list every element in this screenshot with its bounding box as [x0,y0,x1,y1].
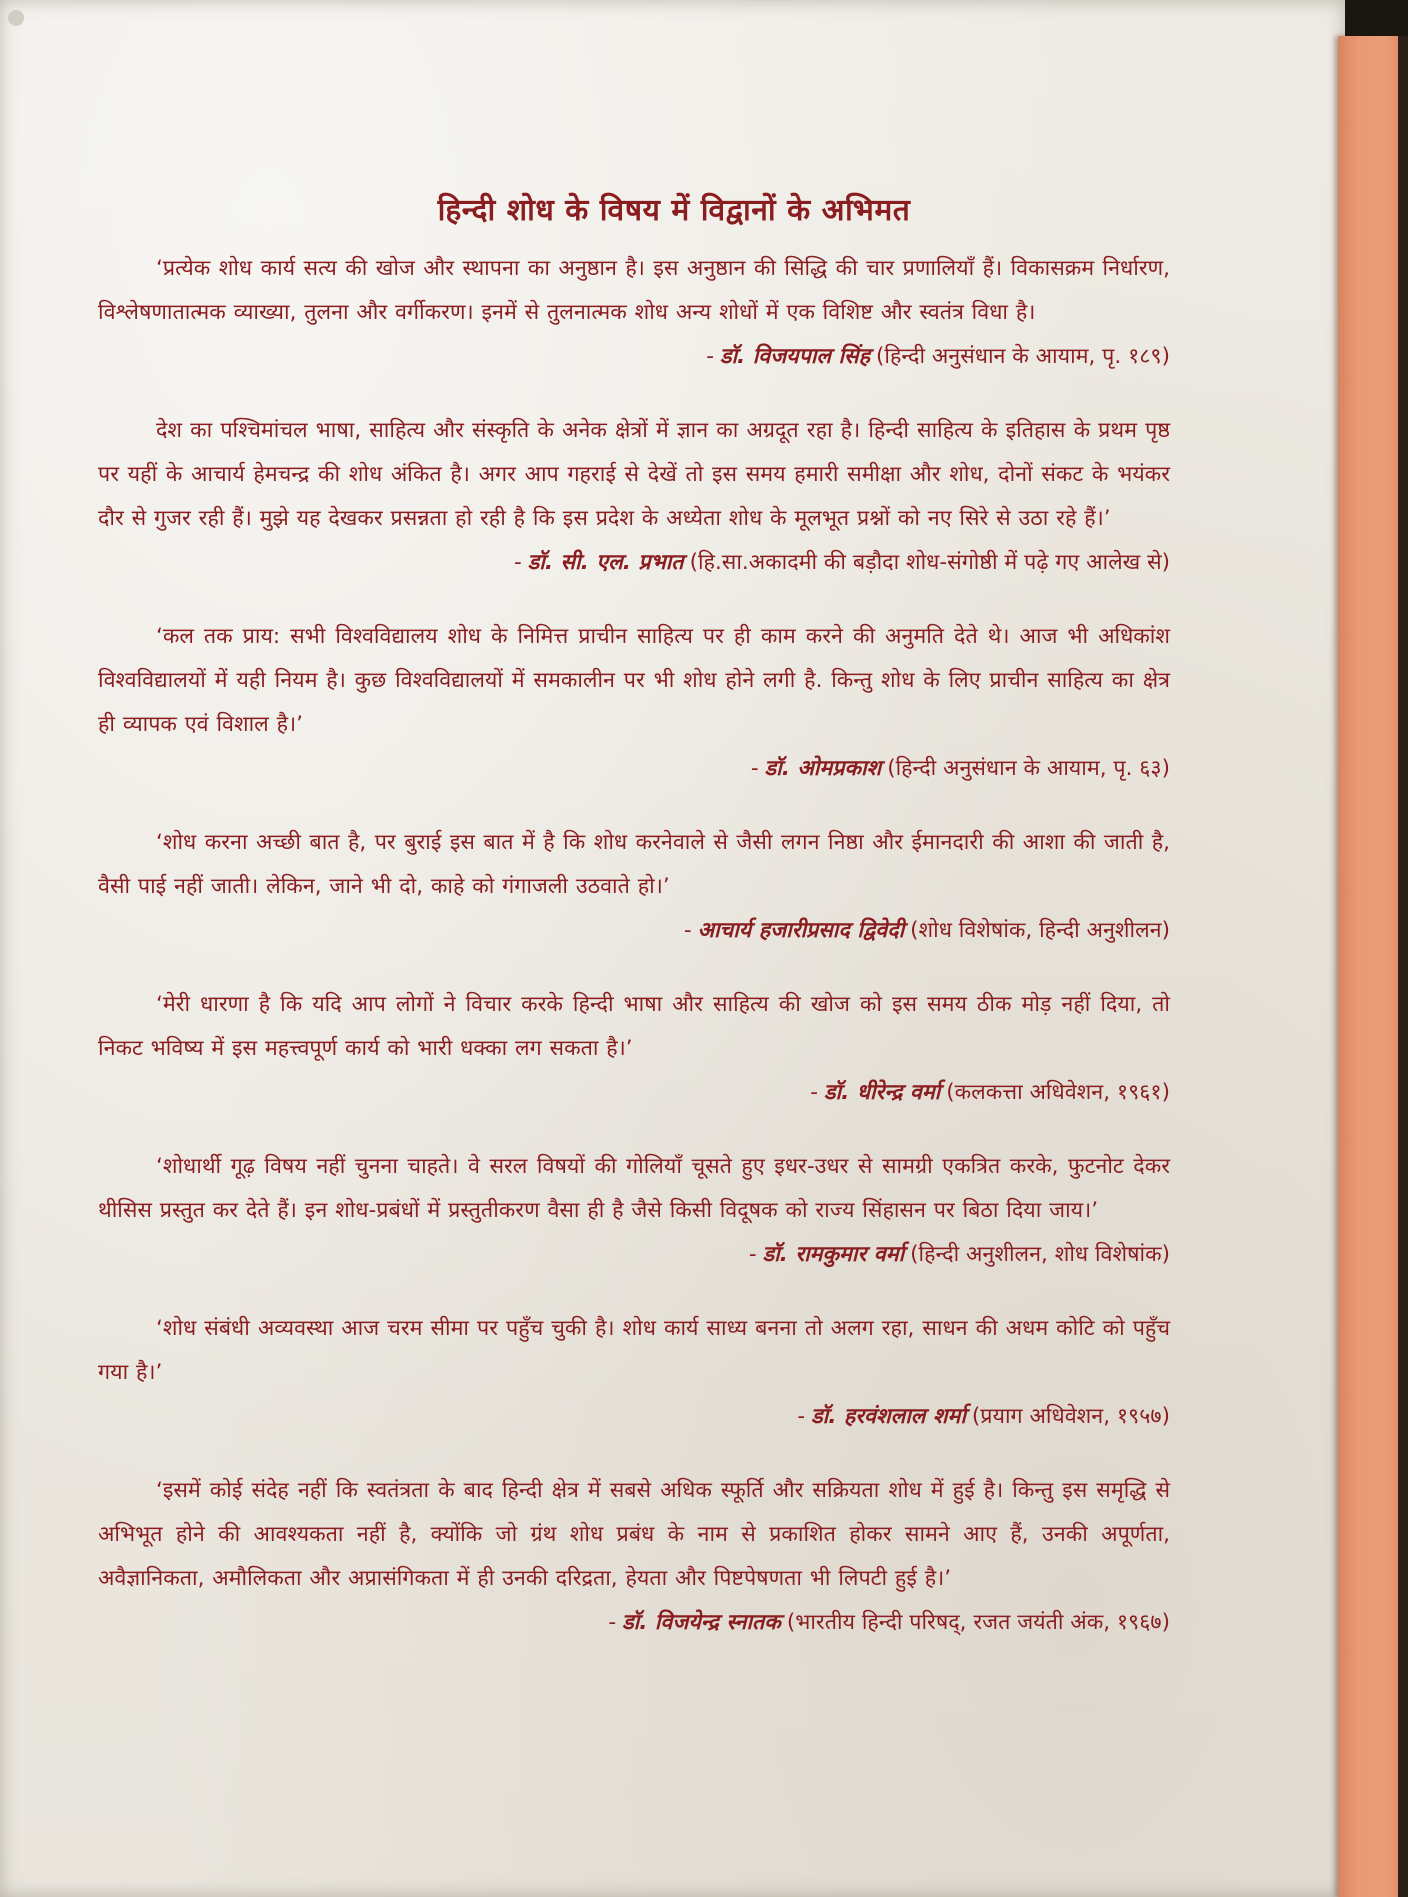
citation-source: (हिन्दी अनुसंधान के आयाम, पृ. ६३) [887,756,1170,781]
opinion-attribution [98,335,1170,379]
opinion-block [98,821,1170,953]
opinion-block [98,409,1170,585]
opinion-block [98,983,1170,1115]
citation-source: (हि.सा.अकादमी की बड़ौदा शोध-संगोष्ठी में पढ़े गए आलेख से) [689,550,1170,575]
opinion-block [98,1469,1170,1645]
citation-source: (प्रयाग अधिवेशन, १९५७) [971,1404,1170,1429]
opinion-attribution [98,747,1170,791]
citation-source: (हिन्दी अनुशीलन, शोध विशेषांक) [910,1242,1170,1267]
attribution-dash: - [810,1080,819,1105]
attribution-dash: - [608,1610,617,1635]
author-name: डॉ. हरवंशलाल शर्मा [811,1404,966,1429]
citation-source: (कलकत्ता अधिवेशन, १९६१) [946,1080,1170,1105]
opinions-section [98,188,1170,1675]
opinion-block [98,615,1170,791]
author-name: आचार्य हजारीप्रसाद द्विवेदी [697,918,905,943]
citation-source: (हिन्दी अनुसंधान के आयाम, पृ. १८९) [876,344,1170,369]
citation-source: (भारतीय हिन्दी परिषद्, रजत जयंती अंक, १९६७) [786,1610,1170,1635]
opinion-quote: ‘शोध संबंधी अव्यवस्था आज चरम सीमा पर पहुँच चुकी है। शोध कार्य साध्य बनना तो अलग रहा, साधन की अधम कोटि को पहुँच गया है।’ [98,1316,1170,1385]
attribution-dash: - [797,1404,806,1429]
author-name: डॉ. धीरेन्द्र वर्मा [824,1080,941,1105]
author-name: डॉ. रामकुमार वर्मा [762,1242,905,1267]
opinion-quote: ‘शोध करना अच्छी बात है, पर बुराई इस बात में है कि शोध करनेवाले से जैसी लगन निष्ठा और ईमानदारी की आशा की जाती है, वैसी पाई नहीं जाती। लेकिन, जाने भी दो, काहे को गंगाजली उठवाते हो।’ [98,830,1170,899]
opinion-block [98,1307,1170,1439]
opinion-attribution [98,1071,1170,1115]
opinion-quote: ‘शोधार्थी गूढ़ विषय नहीं चुनना चाहते। वे सरल विषयों की गोलियाँ चूसते हुए इधर-उधर से सामग्री एकत्रित करके, फुटनोट देकर थीसिस प्रस्तुत कर देते हैं। इन शोध-प्रबंधों में प्रस्तुतीकरण वैसा ही है जैसे किसी विदूषक को राज्य सिंहासन पर बिठा दिया जाय।’ [98,1154,1170,1223]
opinion-attribution [98,909,1170,953]
author-name: डॉ. ओमप्रकाश [764,756,882,781]
author-name: डॉ. सी. एल. प्रभात [527,550,684,575]
opinion-list [98,247,1170,1645]
attribution-dash: - [683,918,692,943]
paper-blemish [8,10,24,26]
author-name: डॉ. विजयपाल सिंह [719,344,871,369]
opinion-attribution [98,1233,1170,1277]
page-heading: हिन्दी शोध के विषय में विद्वानों के अभिमत [437,193,911,228]
opinion-quote: ‘इसमें कोई संदेह नहीं कि स्वतंत्रता के बाद हिन्दी क्षेत्र में सबसे अधिक स्फूर्ति और सक्रियता शोध में हुई है। किन्तु इस समृद्धि से अभिभूत होने की आवश्यकता नहीं है, क्योंकि जो ग्रंथ शोध प्रबंध के नाम से प्रकाशित होकर सामने आए हैं, उनकी अपूर्णता, अवैज्ञानिकता, अमौलिकता और अप्रासंगिकता में ही उनकी दरिद्रता, हेयता और पिष्टपेषणता भी लिपटी हुई है।’ [98,1478,1170,1591]
opinion-attribution [98,1395,1170,1439]
author-name: डॉ. विजयेन्द्र स्नातक [622,1610,781,1635]
opinion-quote: ‘कल तक प्राय: सभी विश्वविद्यालय शोध के निमित्त प्राचीन साहित्य पर ही काम करने की अनुमति देते थे। आज भी अधिकांश विश्वविद्यालयों में यही नियम है। कुछ विश्वविद्यालयों में समकालीन पर भी शोध होने लगी है. किन्तु शोध के लिए प्राचीन साहित्य का क्षेत्र ही व्यापक एवं विशाल है।’ [98,624,1170,737]
opinion-block [98,1145,1170,1277]
citation-source: (शोध विशेषांक, हिन्दी अनुशीलन) [910,918,1170,943]
opinion-block [98,247,1170,379]
opinion-attribution [98,1601,1170,1645]
opinion-attribution [98,541,1170,585]
attribution-dash: - [748,1242,757,1267]
attribution-dash: - [514,550,522,575]
dark-page-edge [1398,36,1408,1897]
opinion-quote: ‘प्रत्येक शोध कार्य सत्य की खोज और स्थापना का अनुष्ठान है। इस अनुष्ठान की सिद्धि की चार प्रणालियाँ हैं। विकासक्रम निर्धारण, विश्लेषणातात्मक व्याख्या, तुलना और वर्गीकरण। इनमें से तुलनात्मक शोध अन्य शोधों में एक विशिष्ट और स्वतंत्र विधा है। [98,256,1170,325]
opinion-quote: ‘मेरी धारणा है कि यदि आप लोगों ने विचार करके हिन्दी भाषा और साहित्य की खोज को इस समय ठीक मोड़ नहीं दिया, तो निकट भविष्य में इस महत्त्वपूर्ण कार्य को भारी धक्का लग सकता है।’ [98,992,1170,1061]
attribution-dash: - [750,756,759,781]
attribution-dash: - [706,344,714,369]
opinion-quote: देश का पश्चिमांचल भाषा, साहित्य और संस्कृति के अनेक क्षेत्रों में ज्ञान का अग्रदूत रहा है। हिन्दी साहित्य के इतिहास के प्रथम पृष्ठ पर यहीं के आचार्य हेमचन्द्र की शोध अंकित है। अगर आप गहराई से देखें तो इस समय हमारी समीक्षा और शोध, दोनों संकट के भयंकर दौर से गुजर रही हैं। मुझे यह देखकर प्रसन्नता हो रही है कि इस प्रदेश के अध्येता शोध के मूलभूत प्रश्नों को नए सिरे से उठा रहे हैं।’ [98,418,1170,531]
